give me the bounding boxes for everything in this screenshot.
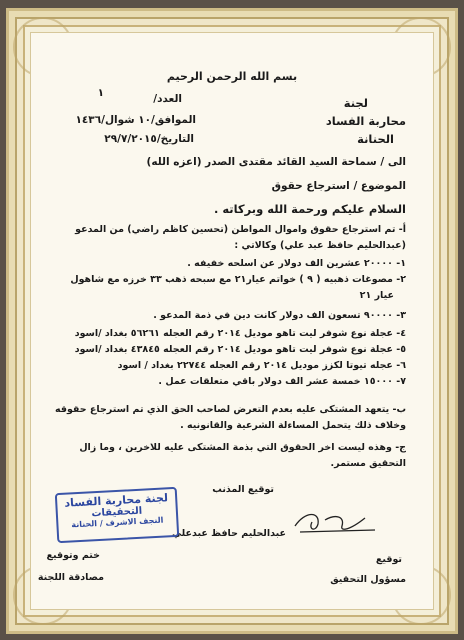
list-item: ٤- عجلة نوع شوفر ليت تاهو موديل ٢٠١٤ رقم العجله ٥٦٢٦١ بغداد /اسود [74, 328, 406, 339]
para-c-line: التحقيق مستمر. [330, 458, 406, 469]
list-item: ١- ٢٠٠٠٠ عشرين الف دولار عن اسلحه خفيفه . [187, 258, 406, 269]
para-b-line: وخلاف ذلك يتحمل المساءلة الشرعية والقانونيه . [180, 420, 406, 431]
investigator-signature [290, 506, 380, 536]
para-c-line: ج- وهذه ليست اخر الحقوق التي بذمة المشتكى عليه للاخرين ، وما زال [79, 442, 406, 453]
document-date: التاريخ/٢٩/٧/٢٠١٥ [104, 133, 194, 145]
hijri-date: الموافق/١٠ شوال/١٤٣٦ [75, 114, 196, 126]
stamp-line: لجنة محاربة الفساد [64, 491, 169, 510]
list-item: ٣- ٩٠٠٠٠ تسعون الف دولار كانت دين في ذمة المدعو . [153, 310, 406, 321]
list-item: ٥- عجلة نوع شوفر ليت تاهو موديل ٢٠١٤ رقم العجله ٤٣٨٤٥ بغداد /اسود [74, 344, 406, 355]
list-item: ٦- عجله تيوتا لكزز موديل ٢٠١٤ رقم العجله ٢٢٧٤٤ بغداد / اسود [117, 360, 406, 371]
committee-stamp [55, 487, 179, 543]
accused-name: عبدالحليم حافظ عبدعلي [172, 528, 286, 539]
committee-label: لجنة [343, 96, 368, 110]
addressee: الى / سماحة السيد القائد مقتدى الصدر (اعزه الله) [146, 156, 406, 168]
stamp-line: النجف الاشرف / الحنانة [71, 515, 164, 530]
stamp-line: التحقيقات [91, 505, 143, 520]
list-item: ٧- ١٥٠٠٠ خمسة عشر الف دولار باقي متعلقات عمل . [158, 376, 406, 387]
para-a-line: أ- تم استرجاع حقوق واموال المواطن (تحسين كاظم راضي) من المدعو [75, 224, 406, 235]
list-item: عيار ٢١ [359, 290, 394, 301]
sign-label: توقيع [375, 554, 402, 565]
para-b-line: ب- يتعهد المشتكى عليه بعدم التعرض لصاحب الحق الذي تم استرجاع حقوقه [54, 404, 406, 415]
number-value: ١ [97, 87, 104, 99]
basmala: بسم الله الرحمن الرحيم [166, 70, 298, 83]
subject-line: الموضوع / استرجاع حقوق [271, 180, 406, 192]
number-label: العدد/ [153, 93, 182, 105]
para-a-line: (عبدالحليم حافظ عبد علي) وكالاتي : [234, 240, 406, 251]
investigator-label: مسؤول التحقيق [330, 574, 406, 585]
list-item: ٢- مصوغات ذهبيه ( ٩ ) خواتم عيار٢١ مع سبحه ذهب ٣٣ خرزه مع شاهول [70, 274, 406, 285]
location-label: الحنانة [357, 132, 394, 146]
greeting: السلام عليكم ورحمة الله وبركاته . [213, 202, 406, 216]
anti-corruption-label: محاربة الفساد [325, 114, 406, 128]
seal-label: ختم وتوقيع [46, 550, 100, 561]
accused-signature-label: توقيع المذنب [212, 484, 274, 495]
committee-approval-label: مصادقة اللجنة [37, 572, 104, 583]
